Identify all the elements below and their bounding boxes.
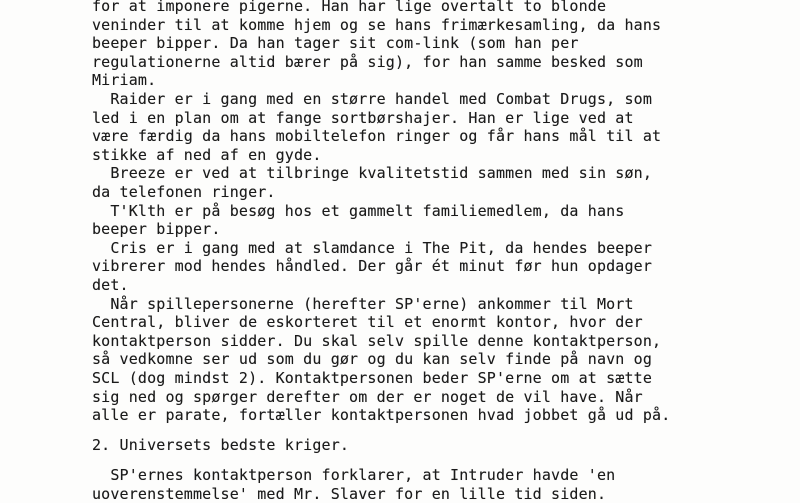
paragraph-line: kontaktperson sidder. Du skal selv spille denne kontaktperson, (92, 332, 662, 350)
paragraph-line: regulationerne altid bærer på sig), for han samme besked som (92, 53, 643, 71)
paragraph-line: stikke af ned af en gyde. (92, 146, 322, 164)
paragraph-line: SP'ernes kontaktperson forklarer, at Intruder havde 'en (92, 466, 616, 484)
paragraph-line: beeper bipper. Da han tager sit com-link (som han per (92, 34, 579, 52)
paragraph-line: uoverenstemmelse' med Mr. Slaver for en lille tid siden. (92, 485, 607, 503)
paragraph-line: så vedkomne ser ud som du gør og du kan selv finde på navn og (92, 350, 653, 368)
paragraph-line: beeper bipper. (92, 220, 221, 238)
paragraph-line: Breeze er ved at tilbringe kvalitetstid sammen med sin søn, (92, 164, 653, 182)
paragraph-line: være færdig da hans mobiltelefon ringer og får hans mål til at (92, 127, 662, 145)
paragraph-line: Cris er i gang med at slamdance i The Pit, da hendes beeper (92, 239, 653, 257)
paragraph-line: vibrerer mod hendes håndled. Der går ét minut før hun opdager (92, 257, 653, 275)
paragraph-line: Når spillepersonerne (herefter SP'erne) ankommer til Mort (92, 295, 634, 313)
paragraph-line: veninder til at komme hjem og se hans frimærkesamling, da hans (92, 16, 662, 34)
paragraph-line: Raider er i gang med en større handel med Combat Drugs, som (92, 90, 653, 108)
paragraph-line: det. (92, 276, 129, 294)
paragraph-line: alle er parate, fortæller kontaktpersonen hvad jobbet gå ud på. (92, 406, 671, 424)
paragraph-line: T'Klth er på besøg hos et gammelt familiemedlem, da hans (92, 202, 625, 220)
paragraph-line: led i en plan om at fange sortbørshajer. Han er lige ved at (92, 109, 634, 127)
paragraph-line: SCL (dog mindst 2). Kontaktpersonen beder SP'erne om at sætte (92, 369, 653, 387)
paragraph-line: da telefonen ringer. (92, 183, 276, 201)
paragraph-line: Central, bliver de eskorteret til et enormt kontor, hvor der (92, 313, 643, 331)
paragraph-line: Miriam. (92, 71, 157, 89)
paragraph-line: sig ned og spørger derefter om der er noget de vil have. Når (92, 388, 643, 406)
section-heading: 2. Universets bedste kriger. (92, 436, 350, 454)
paragraph-line: for at imponere pigerne. Han har lige overtalt to blonde (92, 0, 607, 15)
